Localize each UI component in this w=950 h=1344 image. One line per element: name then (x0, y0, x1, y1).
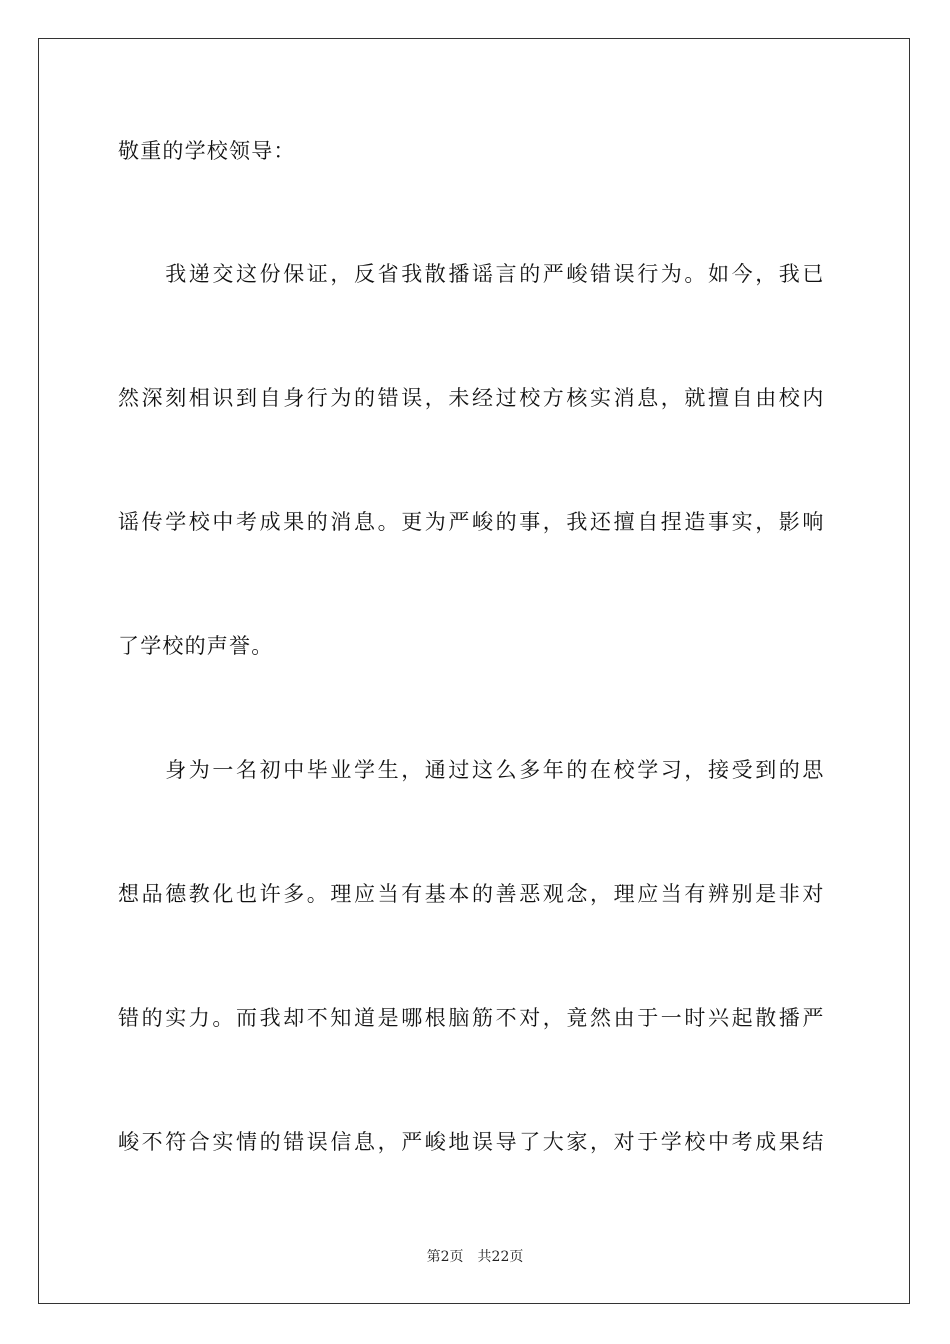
paragraph-line: 然深刻相识到自身行为的错误，未经过校方核实消息，就擅自由校内 (118, 386, 826, 410)
page-footer (0, 1248, 950, 1266)
paragraph-line: 身为一名初中毕业学生，通过这么多年的在校学习，接受到的思 (118, 758, 826, 782)
paragraph-line: 了学校的声誉。 (118, 634, 274, 658)
paragraph-line: 谣传学校中考成果的消息。更为严峻的事，我还擅自捏造事实，影响 (118, 510, 826, 534)
page-frame (38, 38, 910, 1304)
page-total: 共22页 (477, 1249, 524, 1265)
page-number: 第2页 (426, 1249, 464, 1265)
paragraph-line: 想品德教化也许多。理应当有基本的善恶观念，理应当有辨别是非对 (118, 882, 826, 906)
paragraph-line: 峻不符合实情的错误信息，严峻地误导了大家，对于学校中考成果结 (118, 1130, 826, 1154)
salutation: 敬重的学校领导： (118, 139, 296, 163)
paragraph-line: 我递交这份保证，反省我散播谣言的严峻错误行为。如今，我已 (118, 262, 826, 286)
paragraph-line: 错的实力。而我却不知道是哪根脑筋不对，竟然由于一时兴起散播严 (118, 1006, 826, 1030)
